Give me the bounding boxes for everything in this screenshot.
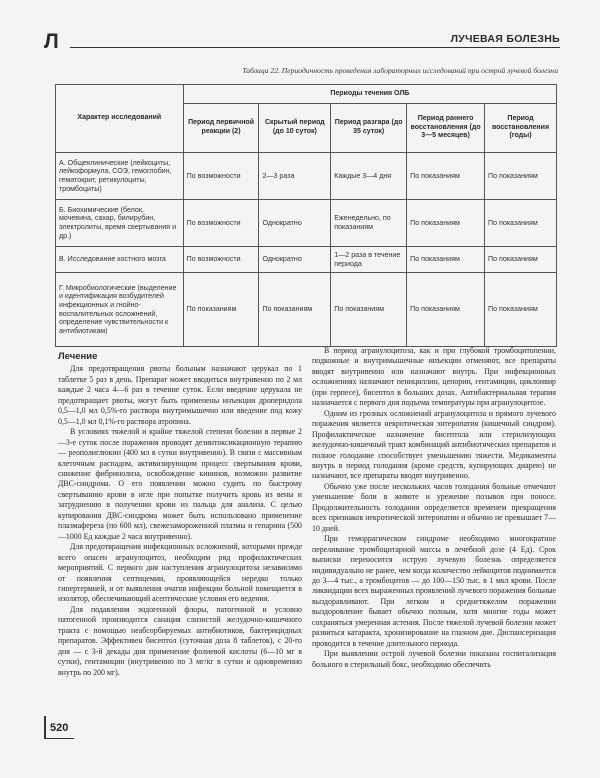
- right-text-column: [312, 346, 556, 670]
- period-header: Период разгара (до 35 суток): [331, 104, 407, 153]
- lab-schedule-table: [55, 84, 557, 347]
- row-label: А. Общеклинические (лейкоциты, лейкоформула, СОЭ, гемоглобин, гематокрит, ретикулоциты, тромбоциты): [56, 153, 184, 200]
- left-text-column: [58, 352, 302, 678]
- running-head-title: ЛУЧЕВАЯ БОЛЕЗНЬ: [450, 33, 560, 45]
- table-cell: 1—2 раза в течение периода: [331, 247, 407, 273]
- paragraph: Для предотвращения рвоты больным назначают церукал по 1 таблетке 5 раз в день. Препарат может вводиться внутривенно по 2 мл каждые 2 часа 4—6 раз в течение суток. Если введение церукала не предотвращает рвоты, могут быть применены инъекции дроперидола 0,5—1,0 мл 0,5%-го раствора внутримышечно или введение под кожу 0,5—1,0 мл 0,1%-го раствора атропина.: [58, 364, 302, 426]
- paragraph: Для подавления эндогенной флоры, патогенной и условно патогенной производится санация слизистой желудочно-кишечного тракта с помощью неабсорбируемых антибиотиков, бактерицидных препаратов. Эффективен бисептол (суточная доза 8 таблеток), с 20-го дня — с 3-й декады дня применение фолиевой кислоты (6—10 мг в сутки), гентамицин (внутривенно по 3 мг/кг в сутки и одновременно внутрь по 200 мг).: [58, 604, 302, 677]
- row-label: В. Исследование костного мозга: [56, 247, 184, 273]
- paragraph: В условиях тяжелой и крайне тяжелой степени болезни в первые 2—3-е суток после поражения проводят дезинтоксикационную терапию — реополиглюкин (400 мл в сутки внутривенно). В связи с массивным клеточным распадом, активизирующим процесс свертывания крови, снижение фибринолиза, освобождение кининов, возможно развитие ДВС-синдрома. О его появлении можно судить по быстрому свертыванию крови в игле при попытке получить кровь из вены и затруднению в получении крови из пальца для анализа. С целью купирования ДВС-синдрома может быть использовано применение плазмафереза (по 600 мл), свежезамороженной плазмы и гепарина (500—1000 Ед каждые 2 часа внутривенно).: [58, 427, 302, 541]
- table-cell: Однократно: [259, 247, 331, 273]
- header-rule: [70, 47, 560, 48]
- table-cell: По показаниям: [407, 247, 485, 273]
- table-row: [56, 247, 557, 273]
- period-header: Период первичной реакции (2): [183, 104, 259, 153]
- table-cell: По показаниям: [485, 200, 557, 247]
- table-cell: По возможности: [183, 153, 259, 200]
- paragraph: При геморрагическом синдроме необходимо многократное переливание тромбоцитарной массы в лечебной дозе (4 Ед). Срок выписки переносится острую лучевую болезнь определяется индивидуально не ранее, чем когда количество лейкоцитов поднимается до 3—4 тыс., а тромбоцитов — до 100—150 тыс. в 1 мкл крови. После ликвидации всех выраженных проявлений лучевого поражения больные выздоравливают. При легком и среднетяжелом поражении выздоровление бывает обычно полным, хотя многие годы может сохраняться умеренная астения. После тяжелой лучевой болезни может развиться катаракта, хронизирование на глазном дне. Диспансеризация проводится в течение длительного периода.: [312, 534, 556, 648]
- table-cell: По показаниям: [331, 273, 407, 347]
- period-header: Период раннего восстановления (до 3—5 месяцев): [407, 104, 485, 153]
- table-cell: По показаниям: [485, 273, 557, 347]
- table-cell: Еженедельно, по показаниям: [331, 200, 407, 247]
- table-cell: По показаниям: [485, 247, 557, 273]
- row-label: Б. Биохимические (белок, мочевина, сахар, билирубин, электролиты, время свертывания и др.): [56, 200, 184, 247]
- paragraph: В период агранулоцитоза, как и при глубокой тромбоцитопении, подкожные и внутримышечные инъекции отменяют, все препараты вводят внутривенно или назначают внутрь. При инфекционных осложнениях назначают пенициллин, цепорин, гентамицин, циклоивир (при герпесе), бисептол в больших дозах. Антибактериальная терапия назначается с первого дня подъема температуры при агранулоцитозе.: [312, 346, 556, 408]
- table-cell: По показаниям: [259, 273, 331, 347]
- table-caption: Таблица 22. Периодичность проведения лабораторных исследований при острой лучевой болезни: [242, 66, 558, 75]
- page-number-bar: [44, 716, 46, 738]
- table-cell: По возможности: [183, 247, 259, 273]
- paragraph: Одним из грозных осложнений агранулоцитоза и прямого лучевого поражения является некротическая энтеропатия (кишечный синдром). Профилактическое назначение бисептола или стерилизующих желудочно-кишечный тракт комбинаций антибиотических препаратов и полное голодание способствует уменьшению тяжести. Медикаменты внутрь в период голодания (кроме средств, купирующих диарею) не назначают, все препараты вводят внутривенно.: [312, 408, 556, 481]
- period-header: Скрытый период (до 10 суток): [259, 104, 331, 153]
- row-label: Г. Микробиологические (выделение и идентификация возбудителей инфекционных и гнойно-воспалительных осложнений, определение чувствительности к антибиотикам): [56, 273, 184, 347]
- table-row: [56, 200, 557, 247]
- table-cell: По показаниям: [407, 273, 485, 347]
- table-cell: По показаниям: [485, 153, 557, 200]
- section-letter: Л: [44, 30, 59, 53]
- section-heading: Лечение: [58, 351, 98, 362]
- table-cell: По возможности: [183, 200, 259, 247]
- table-row: [56, 273, 557, 347]
- column-header-research-type: Характер исследований: [56, 85, 184, 153]
- table-cell: Каждые 3—4 дня: [331, 153, 407, 200]
- table-cell: Однократно: [259, 200, 331, 247]
- column-group-header-periods: Периоды течения ОЛБ: [183, 85, 556, 104]
- paragraph: При выявлении острой лучевой болезни показана госпитализация больного в стерильный бокс, необходимо обеспечить: [312, 649, 556, 669]
- page-number: 520: [50, 722, 69, 734]
- paragraph: Для предотвращения инфекционных осложнений, которыми прежде всего опасен агранулоцитоз, необходим ряд профилактических мероприятий. С первого дня наступления агранулоцитоза независимо от появления септицемии, проявляющейся нередко только гипертермией, и от выявления очагов инфекции больной помещается в изолятор, обеспечивающий асептические условия его ведения.: [58, 542, 302, 604]
- table-cell: По показаниям: [183, 273, 259, 347]
- table-row: [56, 153, 557, 200]
- page-number-rule: [44, 738, 74, 739]
- paragraph: Обычно уже после нескольких часов голодания больные отмечают уменьшение боли в животе и урежение позывов при поносе. Продолжительность голодания определяется временем прекращения всех признаков некротической энтеропатии и обычно не превышает 7—10 дней.: [312, 481, 556, 533]
- table-cell: По показаниям: [407, 200, 485, 247]
- period-header: Период восстановления (годы): [485, 104, 557, 153]
- table-cell: По показаниям: [407, 153, 485, 200]
- table-cell: 2—3 раза: [259, 153, 331, 200]
